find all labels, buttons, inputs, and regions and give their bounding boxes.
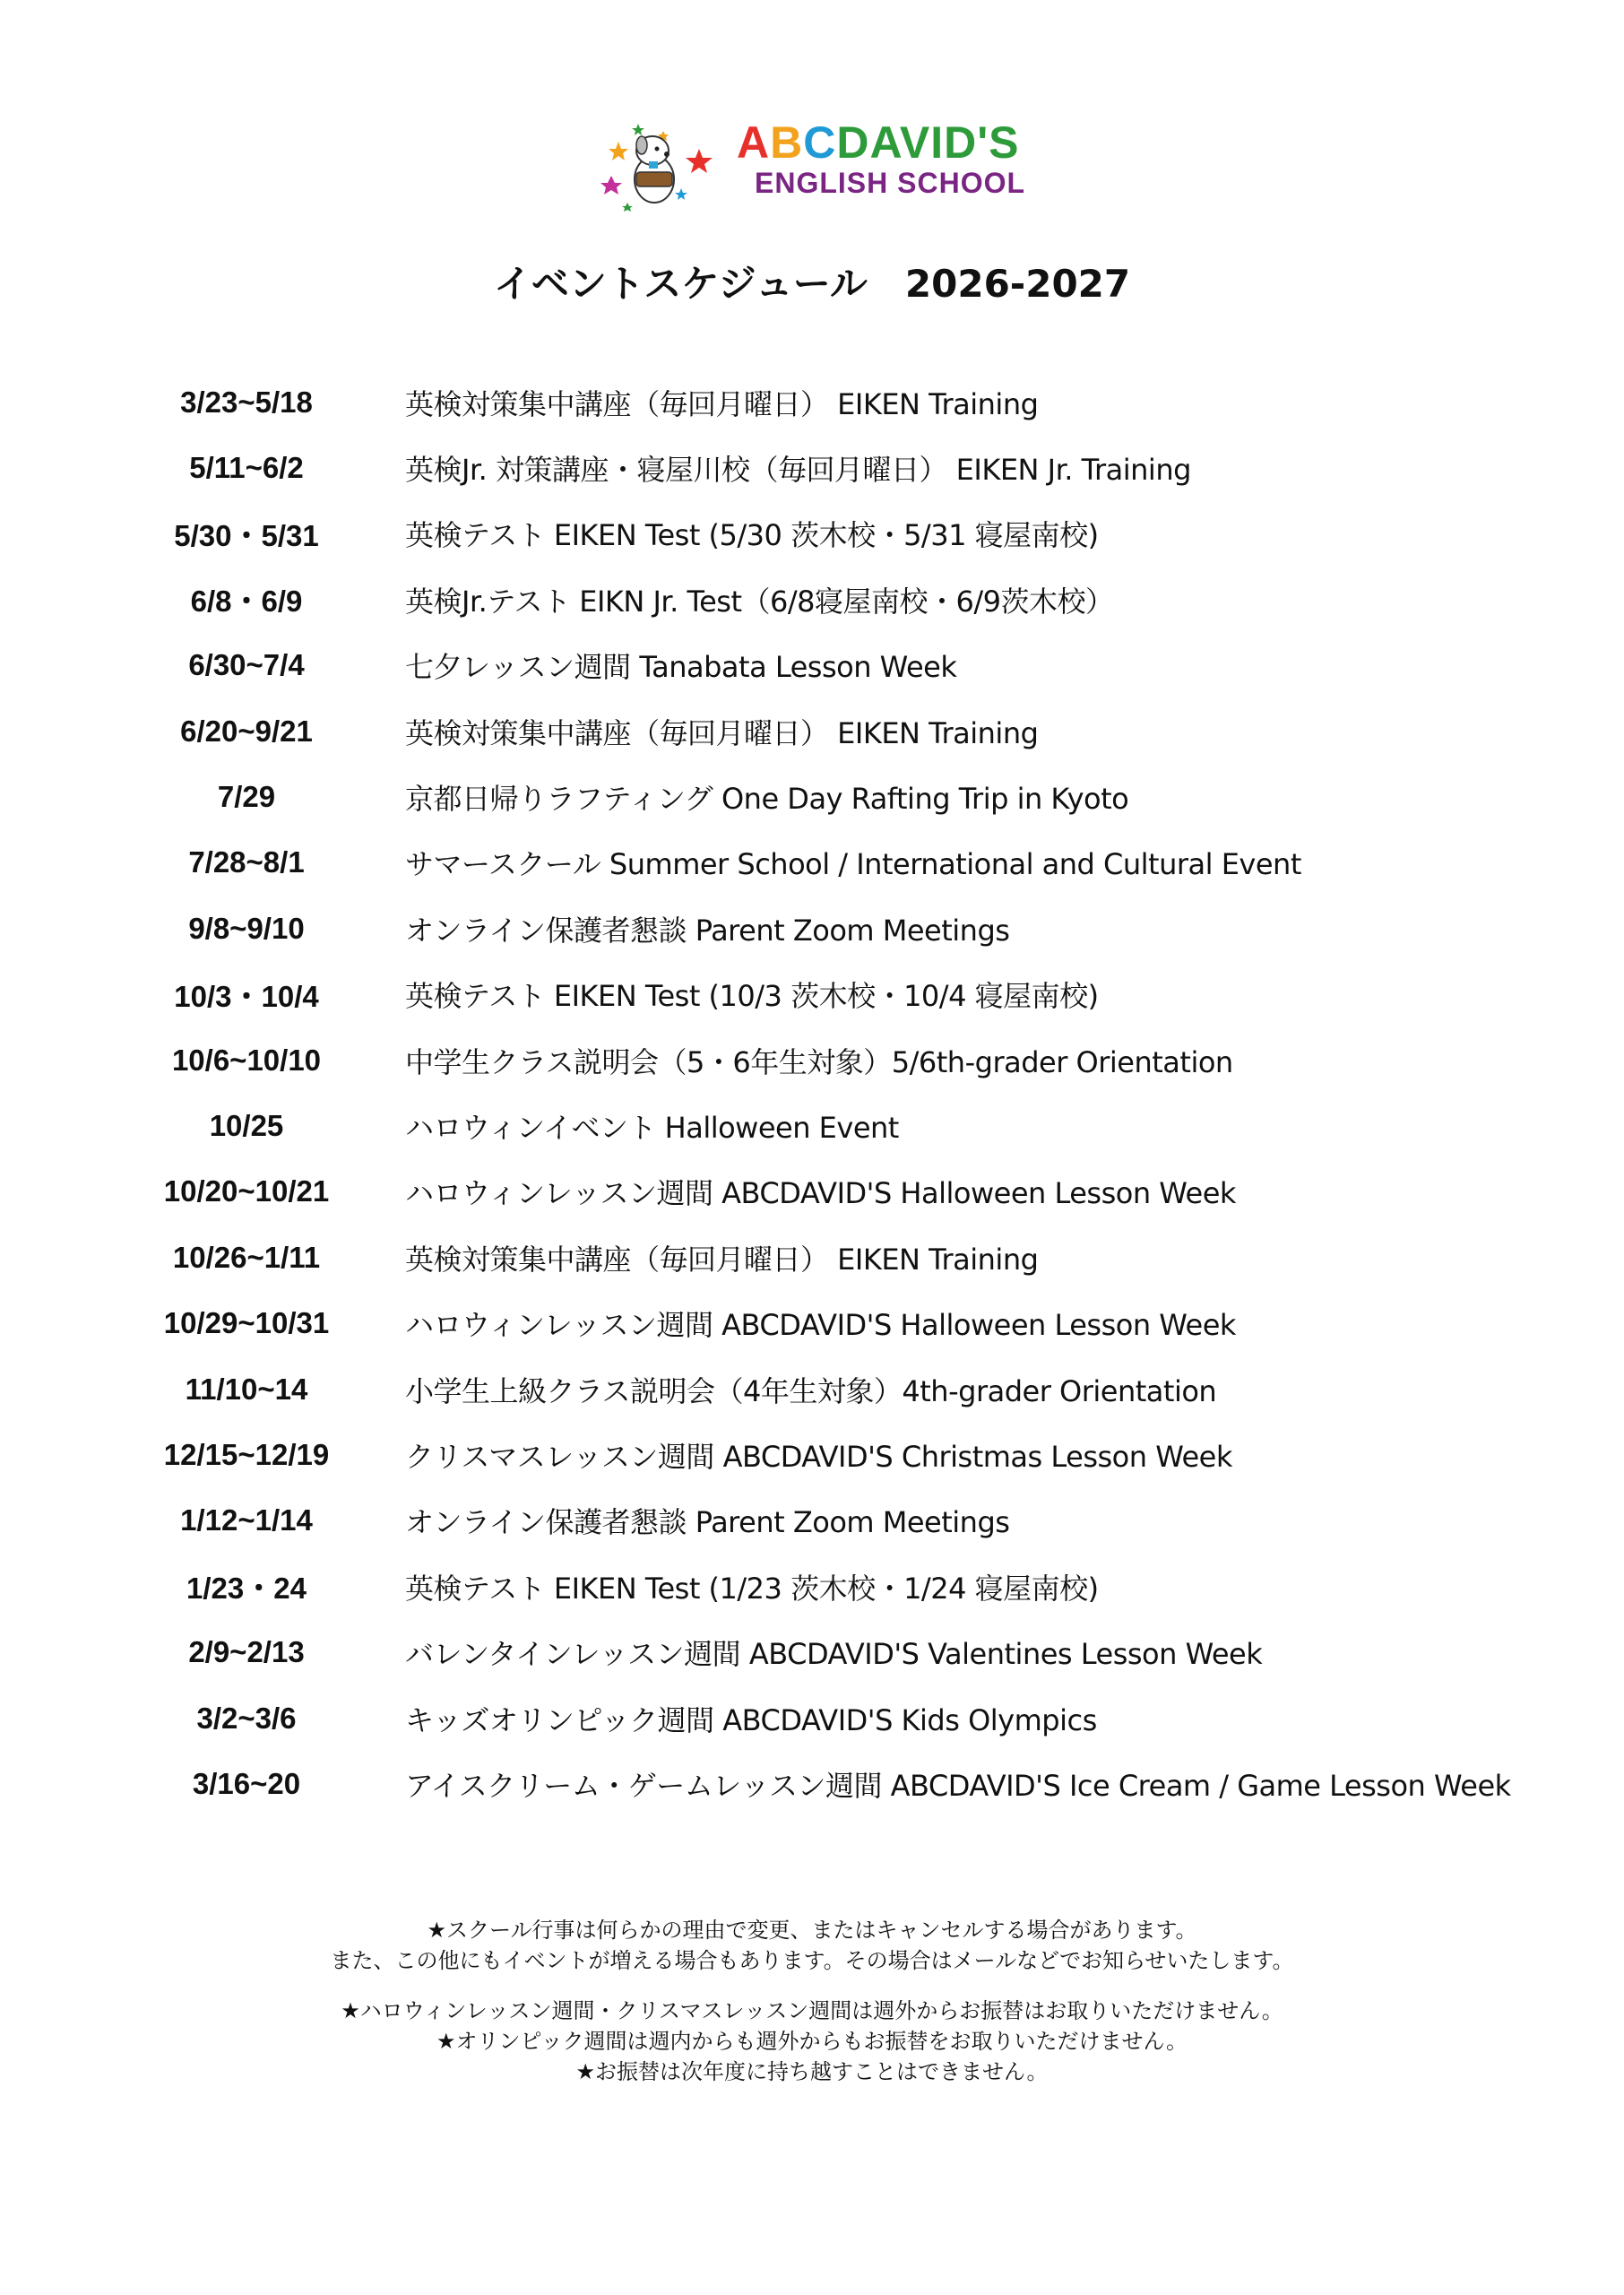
schedule-row bbox=[0, 1159, 1624, 1225]
event-date: 6/8・6/9 bbox=[190, 585, 303, 619]
event-date: 12/15~12/19 bbox=[163, 1437, 330, 1471]
event-date: 10/29~10/31 bbox=[163, 1306, 330, 1340]
event-description: キッズオリンピック週間 ABCDAVID'S Kids Olympics bbox=[405, 1702, 1097, 1737]
event-description: 小学生上級クラス説明会（4年生対象）4th-grader Orientation bbox=[405, 1373, 1217, 1408]
event-description: ハロウィンレッスン週間 ABCDAVID'S Halloween Lesson Week bbox=[405, 1308, 1236, 1343]
schedule-row bbox=[0, 1356, 1624, 1422]
event-date: 3/16~20 bbox=[192, 1766, 301, 1800]
event-description: 英検Jr.テスト EIKN Jr. Test（6/8寝屋南校・6/9茨木校） bbox=[405, 584, 1114, 619]
event-date: 10/6~10/10 bbox=[171, 1043, 322, 1077]
event-description: 英検対策集中講座（毎回月曜日） EIKEN Training bbox=[405, 1242, 1039, 1277]
schedule-row bbox=[0, 1093, 1624, 1158]
event-date: 6/20~9/21 bbox=[180, 714, 313, 748]
event-description: クリスマスレッスン週間 ABCDAVID'S Christmas Lesson Week bbox=[405, 1439, 1232, 1474]
page-title: イベントスケジュール 2026-2027 bbox=[493, 262, 1131, 306]
schedule-row bbox=[0, 1225, 1624, 1290]
schedule-row bbox=[0, 1554, 1624, 1619]
schedule-row bbox=[0, 1619, 1624, 1684]
event-description: オンライン保護者懇談 Parent Zoom Meetings bbox=[405, 1505, 1010, 1540]
schedule-row bbox=[0, 1027, 1624, 1093]
schedule-row bbox=[0, 830, 1624, 896]
logo-letter: C bbox=[803, 117, 837, 168]
event-date: 7/28~8/1 bbox=[188, 845, 305, 879]
schedule-row bbox=[0, 764, 1624, 829]
event-description: 英検対策集中講座（毎回月曜日） EIKEN Training bbox=[405, 386, 1039, 421]
logo-title bbox=[737, 117, 1019, 169]
note-line: ★お振替は次年度に持ち越すことはできません。 bbox=[575, 2059, 1049, 2084]
event-description: バレンタインレッスン週間 ABCDAVID'S Valentines Lesson Week bbox=[405, 1637, 1263, 1672]
schedule-row bbox=[0, 962, 1624, 1027]
logo-letter: A bbox=[869, 117, 900, 168]
event-date: 7/29 bbox=[217, 780, 276, 814]
logo-letter: V bbox=[899, 117, 931, 168]
logo-letter: I bbox=[930, 117, 945, 168]
logo-letter: D bbox=[836, 117, 870, 168]
event-date: 5/30・5/31 bbox=[174, 518, 319, 552]
event-description: 七夕レッスン週間 Tanabata Lesson Week bbox=[405, 650, 957, 685]
schedule-row bbox=[0, 567, 1624, 632]
event-date: 1/12~1/14 bbox=[180, 1503, 313, 1537]
event-date: 10/25 bbox=[209, 1108, 284, 1142]
event-date: 10/26~1/11 bbox=[172, 1240, 321, 1274]
event-date: 3/2~3/6 bbox=[196, 1701, 297, 1735]
logo-letter: D bbox=[944, 117, 978, 168]
event-date: 5/11~6/2 bbox=[189, 451, 304, 485]
schedule-row bbox=[0, 1685, 1624, 1751]
event-description: ハロウィンイベント Halloween Event bbox=[405, 1110, 899, 1145]
event-date: 10/20~10/21 bbox=[163, 1174, 330, 1208]
event-date: 2/9~2/13 bbox=[188, 1635, 305, 1669]
event-date: 3/23~5/18 bbox=[180, 385, 313, 419]
note-line: ★ハロウィンレッスン週間・クリスマスレッスン週間は週外からお振替はお取りいただけません。 bbox=[341, 1998, 1283, 2023]
schedule-row bbox=[0, 698, 1624, 764]
note-line: ★スクール行事は何らかの理由で変更、またはキャンセルする場合があります。 bbox=[427, 1918, 1197, 1943]
event-description: 英検テスト EIKEN Test (10/3 茨木校・10/4 寝屋南校) bbox=[405, 979, 1099, 1014]
note-line: ★オリンピック週間は週内からも週外からもお振替をお取りいただけません。 bbox=[436, 2029, 1188, 2054]
logo-subtitle: ENGLISH SCHOOL bbox=[755, 167, 1026, 199]
event-description: 英検テスト EIKEN Test (1/23 茨木校・1/24 寝屋南校) bbox=[405, 1571, 1099, 1606]
logo-letter: ' bbox=[977, 117, 989, 168]
event-description: 英検Jr. 対策講座・寝屋川校（毎回月曜日） EIKEN Jr. Training bbox=[405, 453, 1191, 488]
event-description: 英検対策集中講座（毎回月曜日） EIKEN Training bbox=[405, 715, 1039, 750]
schedule-row bbox=[0, 501, 1624, 567]
schedule-row bbox=[0, 1751, 1624, 1816]
event-date: 9/8~9/10 bbox=[188, 911, 305, 945]
schedule-row bbox=[0, 435, 1624, 500]
event-description: アイスクリーム・ゲームレッスン週間 ABCDAVID'S Ice Cream / Game Lesson Week bbox=[405, 1768, 1511, 1803]
logo-letter: S bbox=[989, 117, 1020, 168]
schedule-row bbox=[0, 896, 1624, 961]
logo-letter: A bbox=[737, 117, 771, 168]
schedule-row bbox=[0, 1290, 1624, 1355]
event-date: 11/10~14 bbox=[185, 1372, 308, 1406]
event-description: サマースクール Summer School / International and Cultural Event bbox=[405, 847, 1301, 882]
schedule-row bbox=[0, 633, 1624, 698]
schedule-row bbox=[0, 1488, 1624, 1554]
event-description: ハロウィンレッスン週間 ABCDAVID'S Halloween Lesson Week bbox=[405, 1176, 1236, 1211]
event-date: 1/23・24 bbox=[186, 1572, 307, 1606]
logo-letter: B bbox=[770, 117, 804, 168]
event-description: オンライン保護者懇談 Parent Zoom Meetings bbox=[405, 913, 1010, 948]
school-logo bbox=[600, 115, 1031, 215]
notes-section bbox=[0, 1915, 1624, 2087]
event-date: 6/30~7/4 bbox=[188, 648, 305, 682]
event-schedule-list bbox=[0, 369, 1624, 1817]
event-date: 10/3・10/4 bbox=[174, 979, 319, 1013]
event-description: 英検テスト EIKEN Test (5/30 茨木校・5/31 寝屋南校) bbox=[405, 518, 1099, 553]
event-description: 京都日帰りラフティング One Day Rafting Trip in Kyoto bbox=[405, 782, 1129, 817]
note-line: また、この他にもイベントが増える場合もあります。その場合はメールなどでお知らせいたします。 bbox=[330, 1948, 1294, 1973]
schedule-row bbox=[0, 369, 1624, 435]
event-description: 中学生クラス説明会（5・6年生対象）5/6th-grader Orientation bbox=[405, 1044, 1233, 1079]
schedule-row bbox=[0, 1422, 1624, 1487]
